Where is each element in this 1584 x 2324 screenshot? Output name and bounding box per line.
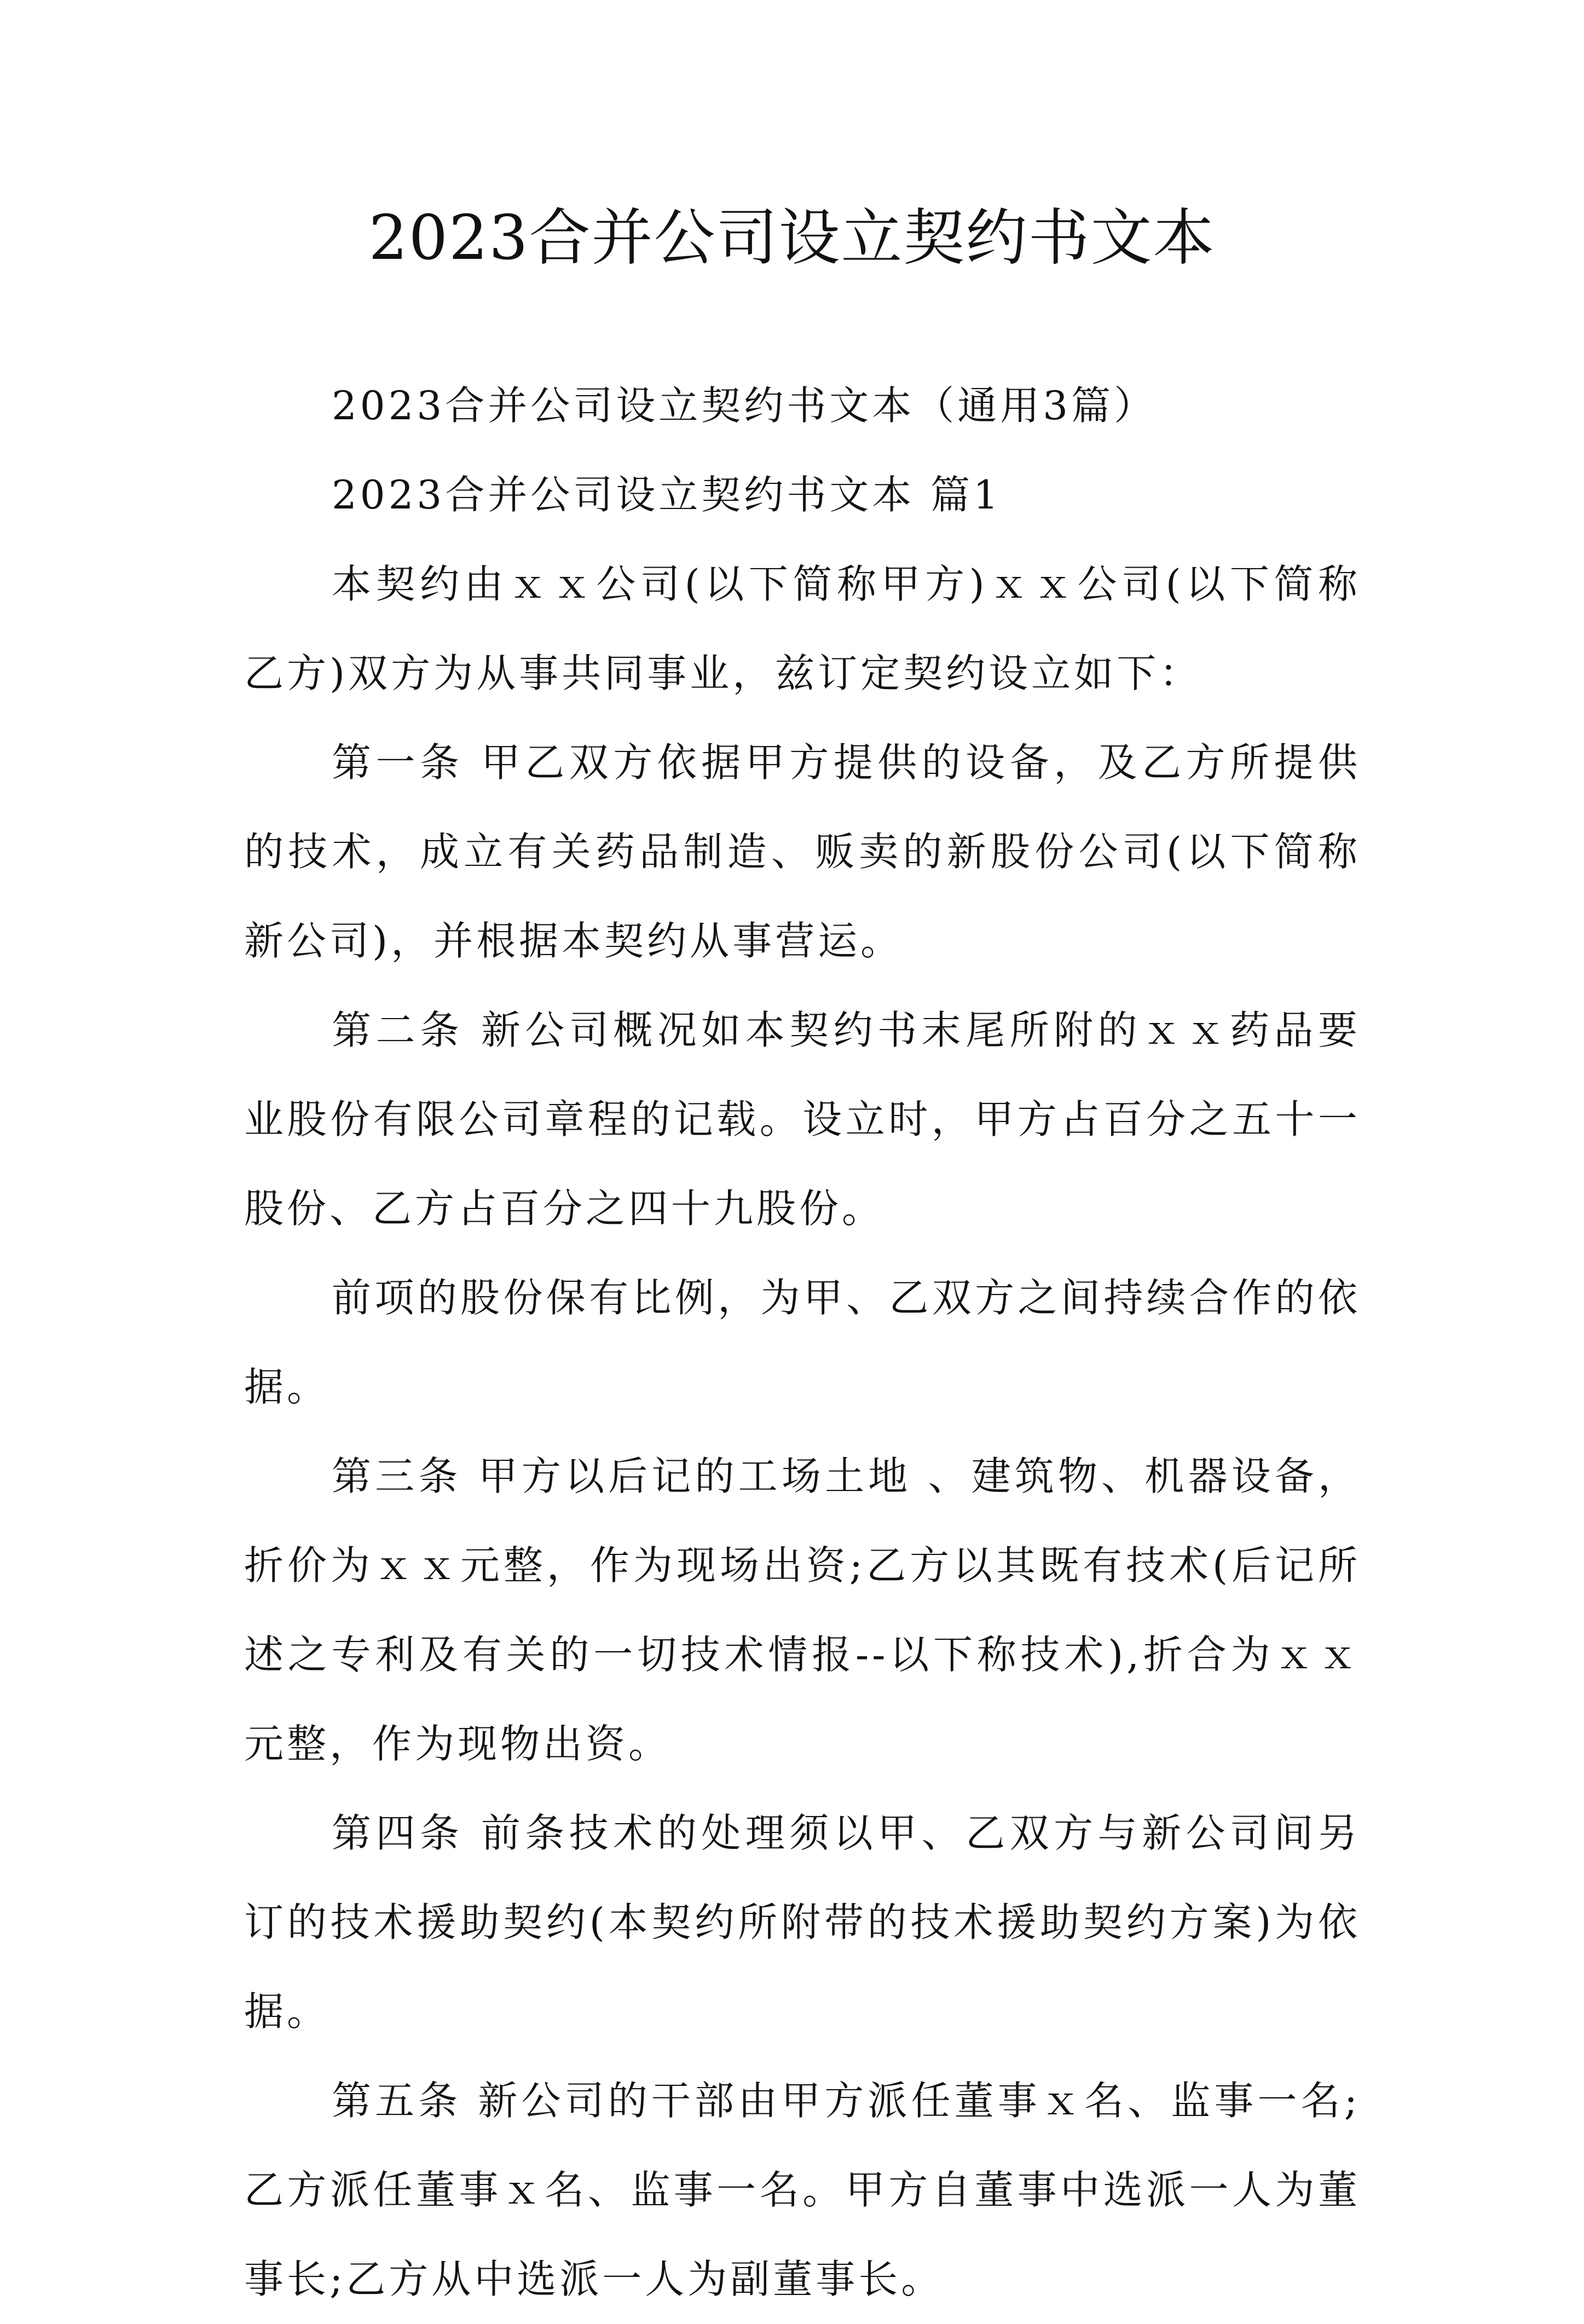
paragraph: 第二条 新公司概况如本契约书末尾所附的ｘｘ药品要业股份有限公司章程的记载。设立时，甲方占百分之五十一股份、乙方占百分之四十九股份。 [244, 1007, 1361, 1232]
paragraph: 第三条 甲方以后记的工场土地 、建筑物、机器设备，折价为ｘｘ元整，作为现场出资;乙方以其既有技术(后记所述之专利及有关的一切技术情报--以下称技术),折合为ｘｘ元整，作为现物出资。 [244, 1453, 1361, 1767]
paragraph: 第一条 甲乙双方依据甲方提供的设备，及乙方所提供的技术，成立有关药品制造、贩卖的新股份公司(以下简称新公司)，并根据本契约从事营运。 [244, 739, 1361, 964]
paragraph: 2023合并公司设立契约书文本 篇1 [332, 472, 1002, 518]
paragraph: 第五条 新公司的干部由甲方派任董事ｘ名、监事一名;乙方派任董事ｘ名、监事一名。甲方自董事中选派一人为董事长;乙方从中选派一人为副董事长。 [244, 2078, 1361, 2302]
document-title: 2023合并公司设立契约书文本 [368, 203, 1216, 274]
paragraph: 本契约由ｘｘ公司(以下简称甲方)ｘｘ公司(以下简称乙方)双方为从事共同事业，兹订定契约设立如下： [244, 561, 1361, 696]
paragraph: 前项的股份保有比例，为甲、乙双方之间持续合作的依据。 [244, 1275, 1361, 1410]
document-body [244, 361, 1361, 2324]
paragraph: 2023合并公司设立契约书文本（通用3篇） [332, 383, 1157, 429]
paragraph: 第四条 前条技术的处理须以甲、乙双方与新公司间另订的技术援助契约(本契约所附带的技术援助契约方案)为依据。 [244, 1810, 1361, 2034]
